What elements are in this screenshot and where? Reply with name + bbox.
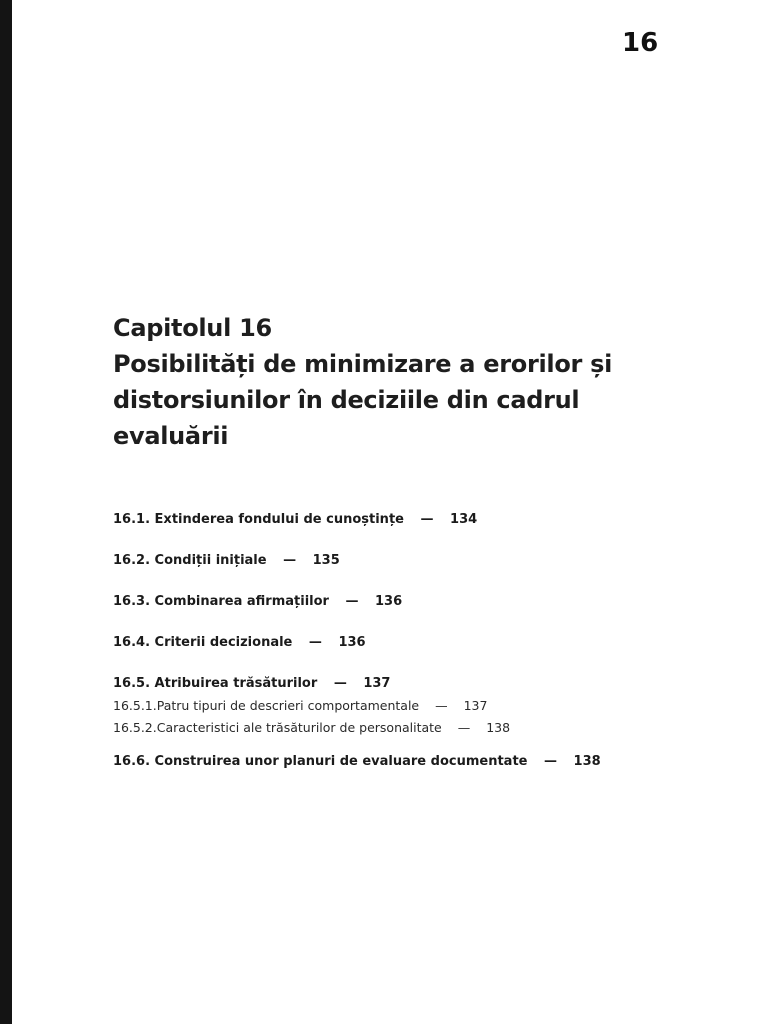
toc-entry-16-1[interactable]: [113, 510, 673, 530]
toc-entry-dash: —: [420, 512, 434, 527]
toc-entry-16-5-2[interactable]: [113, 718, 673, 738]
toc-entry-number: 16.3.: [113, 594, 151, 609]
toc-entry-dash: —: [333, 676, 347, 691]
toc-entry-page: 137: [363, 676, 391, 691]
toc-entry-title: Extinderea fondului de cunoștințe: [154, 512, 404, 527]
toc-entry-page: 137: [463, 698, 488, 713]
toc-entry-number: 16.6.: [113, 754, 151, 769]
toc-entry-title: Patru tipuri de descrieri comportamentale: [156, 698, 420, 713]
chapter-label: Capitolul 16: [113, 314, 272, 342]
toc-entry-title: Criterii decizionale: [154, 635, 293, 650]
toc-entry-dash: —: [544, 754, 558, 769]
toc-entry-dash: —: [283, 553, 297, 568]
toc-entry-page: 136: [375, 594, 403, 609]
toc-entry-page: 138: [573, 754, 601, 769]
toc-entry-title: Combinarea afirmațiilor: [154, 594, 329, 609]
toc-entry-16-4[interactable]: [113, 633, 673, 653]
toc-entry-16-5-1[interactable]: [113, 696, 673, 716]
toc-entry-title: Atribuirea trăsăturilor: [154, 676, 318, 691]
toc-entry-number: 16.2.: [113, 553, 151, 568]
toc-entry-title: Condiții inițiale: [154, 553, 267, 568]
toc-entry-16-5[interactable]: [113, 674, 673, 694]
toc-entry-number: 16.4.: [113, 635, 151, 650]
toc-entry-page: 138: [486, 720, 511, 735]
toc-entry-16-2[interactable]: [113, 551, 673, 571]
toc-entry-dash: —: [457, 720, 471, 735]
toc-entry-page: 134: [450, 512, 478, 527]
toc-entry-title: Caracteristici ale trăsăturilor de personalitate: [156, 720, 442, 735]
table-of-contents: [113, 510, 673, 772]
toc-entry-page: 135: [312, 553, 340, 568]
toc-entry-number: 16.5.: [113, 676, 151, 691]
toc-entry-title: Construirea unor planuri de evaluare documentate: [154, 754, 528, 769]
toc-entry-dash: —: [345, 594, 359, 609]
toc-entry-page: 136: [338, 635, 366, 650]
chapter-heading: [113, 310, 693, 454]
toc-entry-number: 16.5.2.: [113, 720, 157, 735]
toc-entry-dash: —: [308, 635, 322, 650]
toc-entry-16-3[interactable]: [113, 592, 673, 612]
toc-entry-dash: —: [435, 698, 448, 713]
chapter-title: Posibilități de minimizare a erorilor și distorsiunilor în deciziile din cadrul evaluării: [113, 350, 613, 450]
toc-entry-16-6[interactable]: [113, 752, 673, 772]
toc-entry-number: 16.1.: [113, 512, 151, 527]
page-number: 16: [622, 28, 659, 58]
book-spine-shadow: [0, 0, 12, 1024]
toc-entry-number: 16.5.1.: [113, 698, 157, 713]
